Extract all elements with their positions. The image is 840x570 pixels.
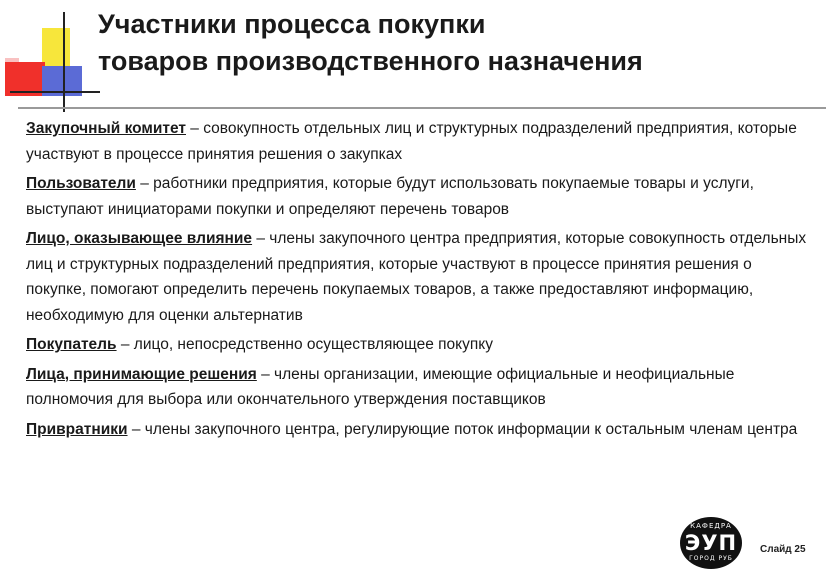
logo-top-text: КАФЕДРА — [690, 522, 732, 530]
definition-text: – работники предприятия, которые будут использовать покупаемые товары и услуги, выступают инициаторами покупки и определяют перечень товаров — [26, 175, 754, 218]
definition-text: – члены закупочного центра, регулирующие поток информации к остальным членам центра — [127, 420, 798, 438]
slide-title-line-1: Участники процесса покупки — [98, 9, 486, 39]
list-item — [26, 226, 814, 328]
slide-title — [98, 6, 818, 80]
definition-text: – члены закупочного центра предприятия, которые совокупность отдельных лиц и структурных подразделений предприятия, которые участвуют в процессе принятия решения о покупке, помогают определить перечень покупаемых товаров, а также предоставляют информацию, необходимую для оценки альтернатив — [26, 230, 807, 324]
slide-title-line-2: товаров производственного назначения — [98, 46, 643, 76]
participants-list — [26, 116, 814, 446]
list-item — [26, 116, 814, 167]
logo-main-text: ЭУП — [684, 531, 738, 555]
term-influencer: Лицо, оказывающее влияние — [26, 230, 253, 247]
term-purchasing-committee: Закупочный комитет — [26, 120, 186, 137]
list-item — [26, 332, 814, 358]
definition-text: – лицо, непосредственно осуществляющее покупку — [116, 336, 493, 353]
title-divider — [18, 107, 826, 109]
decor-vertical-line — [63, 12, 65, 112]
list-item — [26, 417, 814, 443]
decor-horizontal-line — [10, 91, 100, 93]
definition-text: – совокупность отдельных лиц и структурных подразделений предприятия, которые участвуют в процессе принятия решения о закупках — [26, 120, 797, 163]
list-item — [26, 171, 814, 222]
decor-yellow-square — [42, 28, 70, 68]
term-users: Пользователи — [26, 175, 136, 192]
term-decision-makers: Лица, принимающие решения — [26, 365, 257, 383]
department-logo — [680, 517, 742, 569]
slide-number: Слайд 25 — [760, 544, 806, 555]
term-buyer: Покупатель — [26, 336, 117, 353]
definition-text: – члены организации, имеющие официальные и неофициальные полномочия для выбора или окончательного утверждения поставщиков — [26, 365, 735, 408]
logo-bottom-text: ГОРОД РУБ — [689, 555, 733, 562]
term-gatekeepers: Привратники — [26, 420, 128, 438]
list-item — [26, 362, 814, 413]
